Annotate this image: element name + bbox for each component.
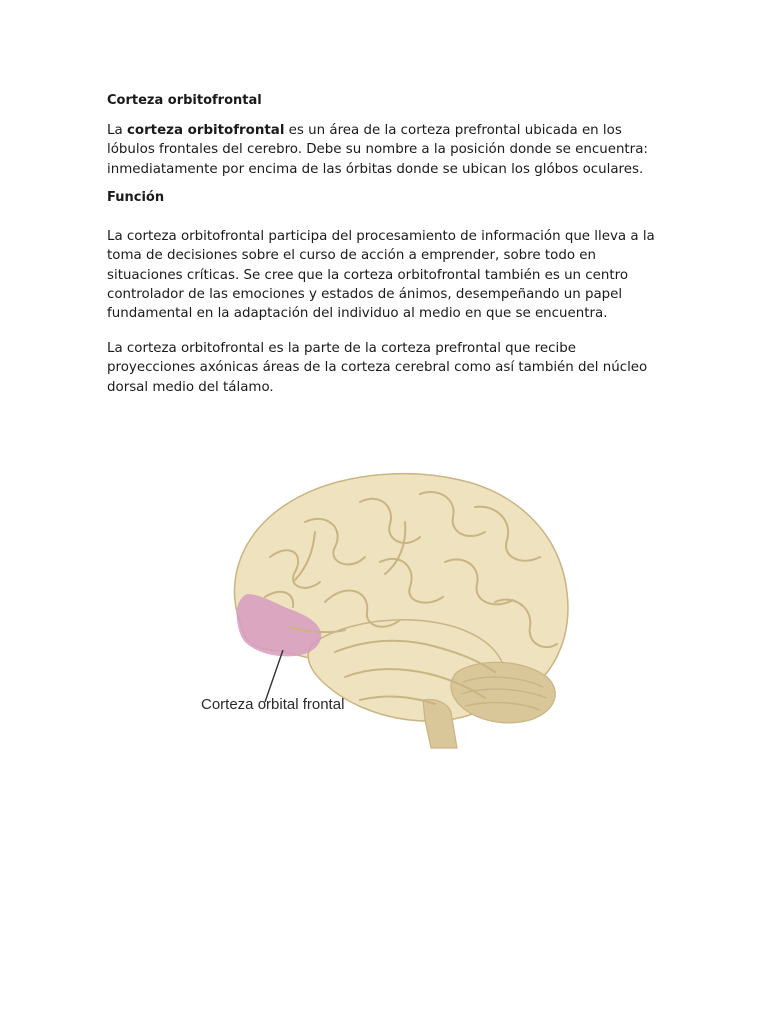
figure-caption: Corteza orbital frontal xyxy=(201,696,345,713)
section-heading: Función xyxy=(107,190,165,205)
intro-prefix: La xyxy=(107,123,127,138)
brain-illustration xyxy=(195,462,585,752)
document-title: Corteza orbitofrontal xyxy=(107,93,262,108)
intro-term: corteza orbitofrontal xyxy=(126,123,285,138)
caption-leader-line xyxy=(265,650,283,702)
brain-figure xyxy=(195,462,585,752)
projections-paragraph: La corteza orbitofrontal es la parte de la corteza prefrontal que recibe proyecciones axónicas áreas de la corteza cerebral como así también del núcleo dorsal medio del tálamo. xyxy=(107,341,648,395)
function-paragraph: La corteza orbitofrontal participa del procesamiento de información que lleva a la toma de decisiones sobre el curso de acción a emprender, sobre todo en situaciones críticas. Se cree que la corteza orbitofrontal también es un centro controlador de las emociones y estados de ánimos, desempeñando un papel fundamental en la adaptación del individuo al medio en que se encuentra. xyxy=(107,229,655,322)
intro-rest: es un área de la corteza prefrontal ubicada en los lóbulos frontales del cerebro. Debe su nombre a la posición donde se encuentra: inmediatamente por encima de las órbitas donde se ubican los glóbos oculares. xyxy=(107,123,648,177)
intro-paragraph xyxy=(107,121,667,179)
